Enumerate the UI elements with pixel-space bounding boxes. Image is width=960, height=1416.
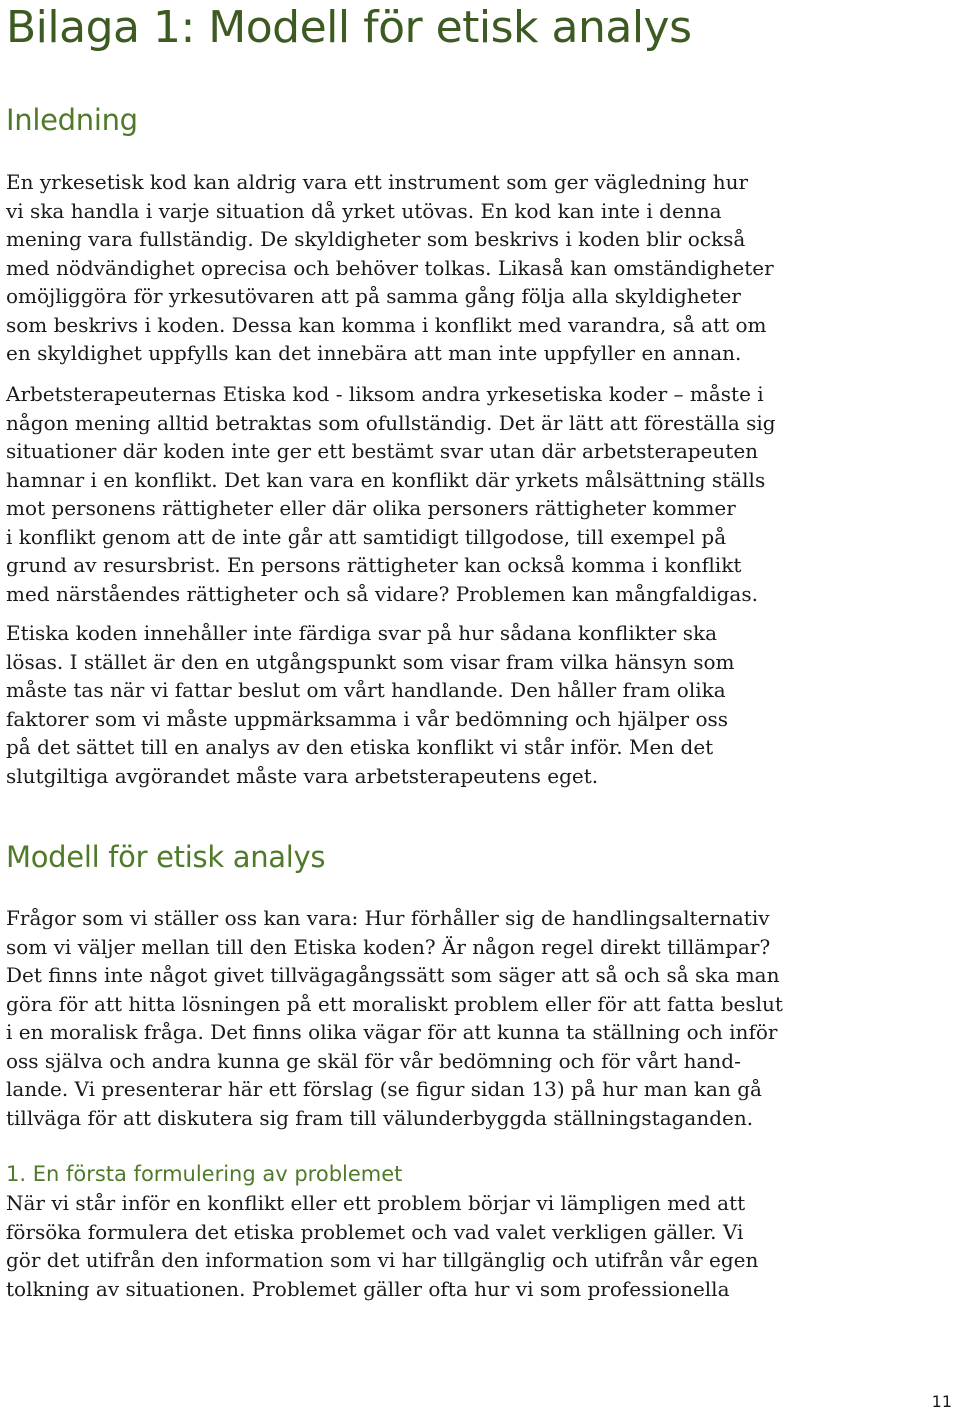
- paragraph-subsection-1: [6, 1189, 806, 1303]
- text-line: slutgiltiga avgörandet måste vara arbetsterapeutens eget.: [6, 763, 599, 788]
- text-line: i en moralisk fråga. Det finns olika vägar för att kunna ta ställning och inför: [6, 1020, 778, 1044]
- text-line: med närståendes rättigheter och så vidare? Problemen kan mångfaldigas.: [6, 581, 758, 606]
- text-line: Arbetsterapeuternas Etiska kod - liksom andra yrkesetiska koder – måste i: [6, 382, 764, 406]
- text-line: Frågor som vi ställer oss kan vara: Hur förhåller sig de handlingsalternativ: [6, 906, 770, 930]
- text-line: omöjliggöra för yrkesutövaren att på samma gång följa alla skyldigheter: [6, 284, 741, 308]
- text-line: hamnar i en konflikt. Det kan vara en konflikt där yrkets målsättning ställs: [6, 467, 766, 492]
- text-line: grund av resursbrist. En persons rättigheter kan också komma i konflikt: [6, 553, 742, 577]
- text-line: mening vara fullständig. De skyldigheter som beskrivs i koden blir också: [6, 227, 746, 251]
- page-number: 11: [931, 1392, 952, 1411]
- paragraph-intro-2: [6, 380, 806, 608]
- text-line: gör det utifrån den information som vi har tillgänglig och utifrån vår egen: [6, 1248, 759, 1272]
- text-line: Etiska koden innehåller inte färdiga svar på hur sådana konflikter ska: [6, 621, 717, 645]
- text-line: på det sättet till en analys av den etiska konflikt vi står inför. Men det: [6, 735, 714, 759]
- subsection-heading: 1. En första formulering av problemet: [6, 1162, 403, 1186]
- paragraph-intro-3: [6, 619, 806, 790]
- text-line: faktorer som vi måste uppmärksamma i vår bedömning och hjälper oss: [6, 706, 729, 731]
- text-line: göra för att hitta lösningen på ett moraliskt problem eller för att fatta beslut: [6, 991, 783, 1016]
- paragraph-modell-1: [6, 904, 806, 1132]
- text-line: i konflikt genom att de inte går att samtidigt tillgodose, till exempel på: [6, 524, 727, 549]
- text-line: När vi står inför en konflikt eller ett problem börjar vi lämpligen med att: [6, 1191, 746, 1215]
- text-line: som vi väljer mellan till den Etiska koden? Är någon regel direkt tillämpar?: [6, 934, 771, 959]
- text-line: lösas. I stället är den en utgångspunkt som visar fram vilka hänsyn som: [6, 649, 735, 674]
- text-line: En yrkesetisk kod kan aldrig vara ett instrument som ger vägledning hur: [6, 170, 749, 194]
- text-line: en skyldighet uppfylls kan det innebära att man inte uppfyller en annan.: [6, 341, 742, 365]
- text-line: någon mening alltid betraktas som ofullständig. Det är lätt att föreställa sig: [6, 410, 776, 435]
- paragraph-intro-1: [6, 168, 806, 368]
- section-heading-inledning: Inledning: [6, 103, 138, 137]
- text-line: försöka formulera det etiska problemet och vad valet verkligen gäller. Vi: [6, 1219, 744, 1244]
- section-heading-modell: Modell för etisk analys: [6, 840, 326, 874]
- text-line: Det finns inte något givet tillvägagångssätt som säger att så och så ska man: [6, 963, 780, 987]
- text-line: mot personens rättigheter eller där olika personers rättigheter kommer: [6, 496, 736, 520]
- text-line: oss själva och andra kunna ge skäl för vår bedömning och för vårt hand-: [6, 1048, 741, 1073]
- text-line: tillväga för att diskutera sig fram till välunderbyggda ställningstaganden.: [6, 1105, 754, 1130]
- text-line: lande. Vi presenterar här ett förslag (se figur sidan 13) på hur man kan gå: [6, 1077, 762, 1101]
- text-line: med nödvändighet oprecisa och behöver tolkas. Likaså kan omständigheter: [6, 255, 774, 280]
- text-line: vi ska handla i varje situation då yrket utövas. En kod kan inte i denna: [6, 198, 722, 223]
- text-line: situationer där koden inte ger ett bestämt svar utan där arbetsterapeuten: [6, 439, 759, 463]
- page-title: Bilaga 1: Modell för etisk analys: [6, 2, 692, 53]
- text-line: som beskrivs i koden. Dessa kan komma i konflikt med varandra, så att om: [6, 312, 767, 337]
- text-line: måste tas när vi fattar beslut om vårt handlande. Den håller fram olika: [6, 678, 726, 702]
- text-line: tolkning av situationen. Problemet gäller ofta hur vi som professionella: [6, 1276, 730, 1301]
